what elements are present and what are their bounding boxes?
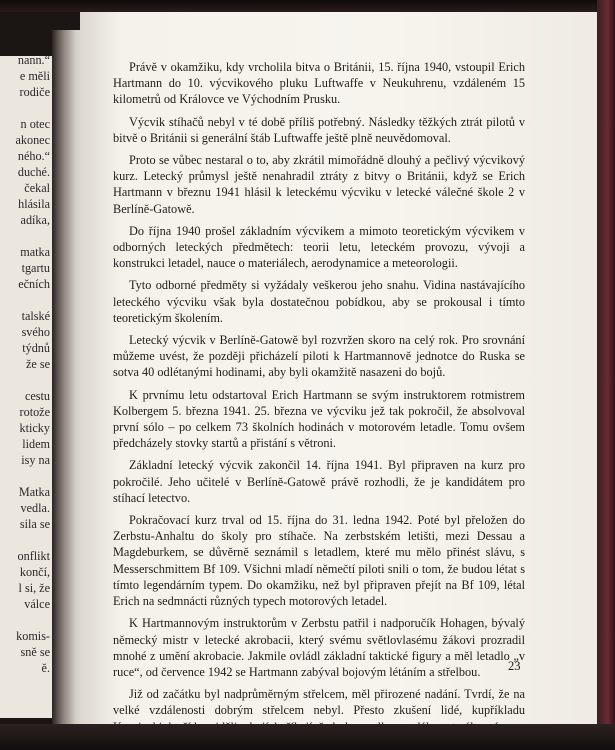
left-page-line: Matka <box>18 485 50 499</box>
left-page-line: akonec <box>15 133 50 147</box>
paragraph: Již od začátku byl nadprůměrným střelcem, měl přirozené nadání. Tvrdí, že na velké vzdálenosti dobrým střelcem nebyl. Přesto zkušení lidé, kupříkladu <box>113 687 525 718</box>
left-page-line: matka <box>20 245 50 259</box>
page-number: 23 <box>508 659 521 673</box>
left-page-line: končí, <box>19 565 50 579</box>
left-page-line: čekal <box>24 181 50 195</box>
paragraph: Letecký výcvik v Berlíně-Gatowě byl rozvržen skoro na celý rok. Pro srovnání můžeme uvést, že později přicházelí piloti k Hartmannově jednotce do Ruska se sotva 40 odlétanými hodinami, aby byli okamžitě nasazeni do bojů. <box>113 333 525 380</box>
left-page-line: vedla. <box>20 501 50 515</box>
left-page-line: n otec <box>20 117 50 131</box>
left-page-line: sně se <box>20 645 50 659</box>
left-page-line: adíka, <box>20 213 50 227</box>
paragraph: Právě v okamžiku, kdy vrcholila bitva o Británii, 15. října 1940, vstoupil Erich Hartmann do 10. výcvikového pluku Luftwaffe v Neukuhrenu, vzdáleném 15 kilometrů od Královce ve Východním Prusku. <box>113 60 525 107</box>
paragraph: Základní letecký výcvik zakončil 14. října 1941. Byl připraven na kurz pro pokročilé. Jeho učitelé v Berlíně-Gatowě právě rozhodli, že je kandidátem pro stíhací letectvo. <box>113 458 525 505</box>
left-page-line: rodiče <box>19 85 50 99</box>
book-cover-top <box>0 0 615 12</box>
left-page-line: l si, že <box>18 581 50 595</box>
left-page-line: cestu <box>24 389 50 403</box>
left-page-line: kticky <box>19 421 50 435</box>
left-page-line: že se <box>25 357 50 371</box>
left-page-line: duché. <box>17 165 50 179</box>
book-cover-edge <box>597 0 615 750</box>
left-page-line: hlásila <box>18 197 50 211</box>
left-page-line: onflikt <box>17 549 50 563</box>
paragraph: Do října 1940 prošel základním výcvikem a mimoto teoretickým výcvikem v odborných leteckých předmětech: teorii letu, leteckém provozu, vývoji a konstrukci letadel, nauce o materiálech, aerodynamice a meteorologii. <box>113 223 525 271</box>
left-page-line: válce <box>24 597 50 611</box>
paragraph: Tyto odborné předměty si vyžádaly veškerou jeho snahu. Vidina nastávajícího leteckého výcviku však byla dostatečnou pobídkou, aby se prokousal i tímto teoretickým školením. <box>113 278 525 325</box>
left-page-line: nann.“ <box>17 56 50 67</box>
paragraph: Výcvik stíhačů nebyl v té době příliš potřebný. Následky těžkých ztrát pilotů v bitvě o Británii si generální štáb Luftwaffe ještě plně neuvědomoval. <box>113 114 525 145</box>
left-page-line: lidem <box>22 437 50 451</box>
left-page-line: isy na <box>21 453 50 467</box>
left-page-line: tgartu <box>21 261 50 275</box>
left-page-line: ě. <box>41 661 50 675</box>
paragraph: Proto se vůbec nestaral o to, aby zkrátil mimořádně dlouhý a pečlivý výcvikový kurz. Letecký průmysl ještě nenahradil ztráty z bitvy o Británii, když se Erich Hartmann v březnu 1941 hlásil k leteckému výcviku v letecké válečné škole 2 v Berlíně-Gatowě. <box>113 153 525 216</box>
paragraph: K prvnímu letu odstartoval Erich Hartmann se svým instruktorem rotmistrem Kolbergem 5. března 1941. 25. března ve výcviku jež tak pokročil, že absolvoval první sólo – po celkem 73 školních hodinách v motorovém letadle. Tomu ovšem předcházely stovky startů a přistání s větroni. <box>113 387 525 451</box>
left-page <box>0 56 52 718</box>
left-page-line: ečních <box>18 277 50 291</box>
left-page-line: rotože <box>19 405 50 419</box>
left-page-line: talské <box>21 309 50 323</box>
left-page-line: ného.“ <box>17 149 50 163</box>
page-body-text <box>113 59 525 741</box>
left-page-line: e měli <box>19 69 50 83</box>
paragraph: K Hartmannovým instruktorům v Zerbstu patřil i nadporučík Hohagen, bývalý německý mistr v letecké akrobacii, který svému světlovlasému žákovi prozradil mnohé z umění akrobacie. Jakmile ovládl základní taktické figury a měl letadlo „v ruce“, od července 1942 se Hartmann zabýval bojovým létáním a střelbou. <box>113 616 525 679</box>
book-cover-bottom <box>0 724 615 750</box>
left-page-line: sila se <box>19 517 50 531</box>
left-page-line: týdnů <box>22 341 50 355</box>
paragraph: Pokračovací kurz trval od 15. října do 31. ledna 1942. Poté byl přeložen do Zerbstu-Anhaltu do školy pro stíhače. Na zerbstském letišti, mezi Dessau a Magdeburkem, se důvěrně seznámil s letadlem, které mu mělo přinést slávu, s Messerschmittem Bf 109. Všichni mladí němečtí piloti snili o tom, že budou létat s tímto legendárním typem. Do okamžiku, než byl připraven přejít na Bf 109, létal Erich na sedmnácti různých typech motorových letadel. <box>113 513 525 609</box>
left-page-line: svého <box>21 325 50 339</box>
left-page-line: komis- <box>16 629 50 643</box>
